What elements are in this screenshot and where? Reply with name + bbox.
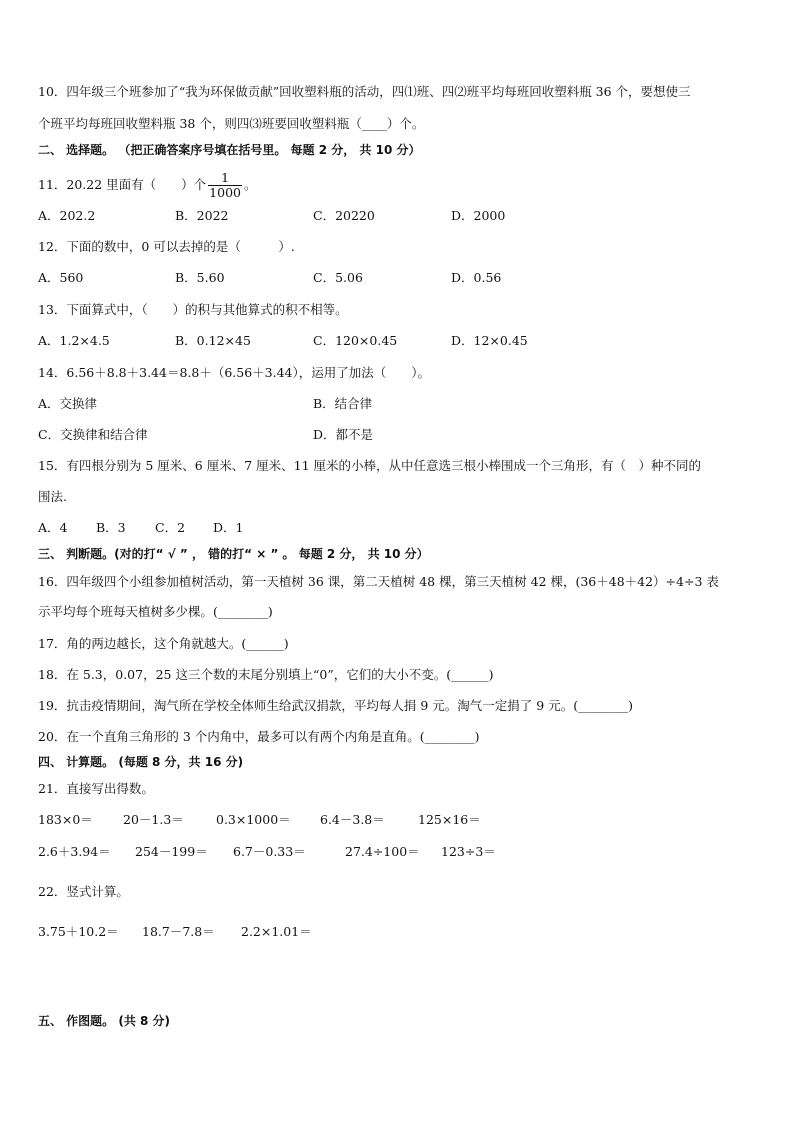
question-11 [38, 170, 257, 200]
q14-option-d: D．都不是 [313, 427, 374, 442]
q12-option-c: C．5.06 [313, 270, 363, 285]
question-11-text: 11．20.22 里面有（ ）个 [38, 177, 207, 192]
section-3-heading: 三、 判断题。(对的打“ √ ” ， 错的打“ × ” 。 每题 2 分， 共 10 分） [38, 547, 429, 561]
q11-option-b: B．2022 [175, 208, 229, 223]
question-22-title: 22．竖式计算。 [38, 884, 129, 899]
calc-item: 183×0＝ [38, 812, 93, 827]
q14-option-b: B．结合律 [313, 396, 373, 411]
fraction-numerator: 1 [208, 171, 242, 186]
q15-option-d: D．1 [213, 520, 244, 535]
q13-option-a: A．1.2×4.5 [38, 333, 110, 348]
calc-item: 27.4÷100＝ [345, 844, 420, 859]
q15-option-c: C．2 [155, 520, 186, 535]
fraction-denominator: 1000 [209, 185, 241, 200]
calc-item: 2.2×1.01＝ [241, 924, 312, 939]
q12-option-a: A．560 [38, 270, 84, 285]
q13-option-b: B．0.12×45 [175, 333, 251, 348]
q14-option-c: C．交换律和结合律 [38, 427, 148, 442]
section-4-heading: 四、 计算题。 (每题 8 分，共 16 分) [38, 755, 244, 769]
question-15-line2: 围法. [38, 489, 67, 504]
q14-option-a: A．交换律 [38, 396, 98, 411]
question-16-line1: 16．四年级四个小组参加植树活动，第一天植树 36 课，第二天植树 48 棵，第三天植树 42 棵，(36＋48＋42）÷4÷3 表 [38, 574, 719, 589]
calc-item: 6.4－3.8＝ [320, 812, 385, 827]
q13-option-c: C．120×0.45 [313, 333, 398, 348]
calc-item: 0.3×1000＝ [216, 812, 291, 827]
calc-item: 6.7－0.33＝ [233, 844, 306, 859]
question-16-line2: 示平均每个班每天植树多少棵。(________) [38, 604, 273, 619]
q12-option-d: D．0.56 [451, 270, 502, 285]
calc-item: 2.6＋3.94＝ [38, 844, 111, 859]
section-2-heading: 二、 选择题。 （把正确答案序号填在括号里。 每题 2 分， 共 10 分） [38, 143, 421, 157]
question-17: 17．角的两边越长，这个角就越大。(______) [38, 636, 289, 651]
calc-item: 123÷3＝ [441, 844, 496, 859]
question-11-end: 。 [243, 177, 257, 192]
calc-item: 20－1.3＝ [123, 812, 184, 827]
q11-option-c: C．20220 [313, 208, 375, 223]
question-12: 12．下面的数中，0 可以去掉的是（ ）. [38, 239, 295, 254]
q12-option-b: B．5.60 [175, 270, 225, 285]
q11-option-a: A．202.2 [38, 208, 96, 223]
question-21-title: 21．直接写出得数。 [38, 781, 154, 796]
question-10-line2: 个班平均每班回收塑料瓶 38 个，则四⑶班要回收塑料瓶（____）个。 [38, 116, 425, 131]
question-10-line1: 10．四年级三个班参加了“我为环保做贡献”回收塑料瓶的活动，四⑴班、四⑵班平均每班回收塑料瓶 36 个，要想使三 [38, 84, 691, 99]
question-13: 13．下面算式中，（ ）的积与其他算式的积不相等。 [38, 302, 348, 317]
question-19: 19．抗击疫情期间，淘气所在学校全体师生给武汉捐款，平均每人捐 9 元。淘气一定捐了 9 元。(________) [38, 698, 633, 713]
calc-item: 125×16＝ [418, 812, 481, 827]
question-20: 20．在一个直角三角形的 3 个内角中，最多可以有两个内角是直角。(________) [38, 729, 480, 744]
calc-item: 254－199＝ [135, 844, 208, 859]
q15-option-b: B．3 [96, 520, 126, 535]
q15-option-a: A．4 [38, 520, 68, 535]
calc-item: 3.75＋10.2＝ [38, 924, 119, 939]
question-15-line1: 15．有四根分别为 5 厘米、6 厘米、7 厘米、11 厘米的小棒，从中任意选三根小棒围成一个三角形，有（ ）种不同的 [38, 458, 702, 473]
calc-item: 18.7－7.8＝ [142, 924, 215, 939]
section-5-heading: 五、 作图题。 (共 8 分) [38, 1014, 171, 1028]
fraction [208, 171, 242, 200]
question-14: 14．6.56＋8.8＋3.44＝8.8＋（6.56＋3.44），运用了加法（ ）。 [38, 365, 430, 380]
question-18: 18．在 5.3，0.07，25 这三个数的末尾分别填上“0”，它们的大小不变。(______) [38, 667, 494, 682]
q13-option-d: D．12×0.45 [451, 333, 528, 348]
q11-option-d: D．2000 [451, 208, 506, 223]
